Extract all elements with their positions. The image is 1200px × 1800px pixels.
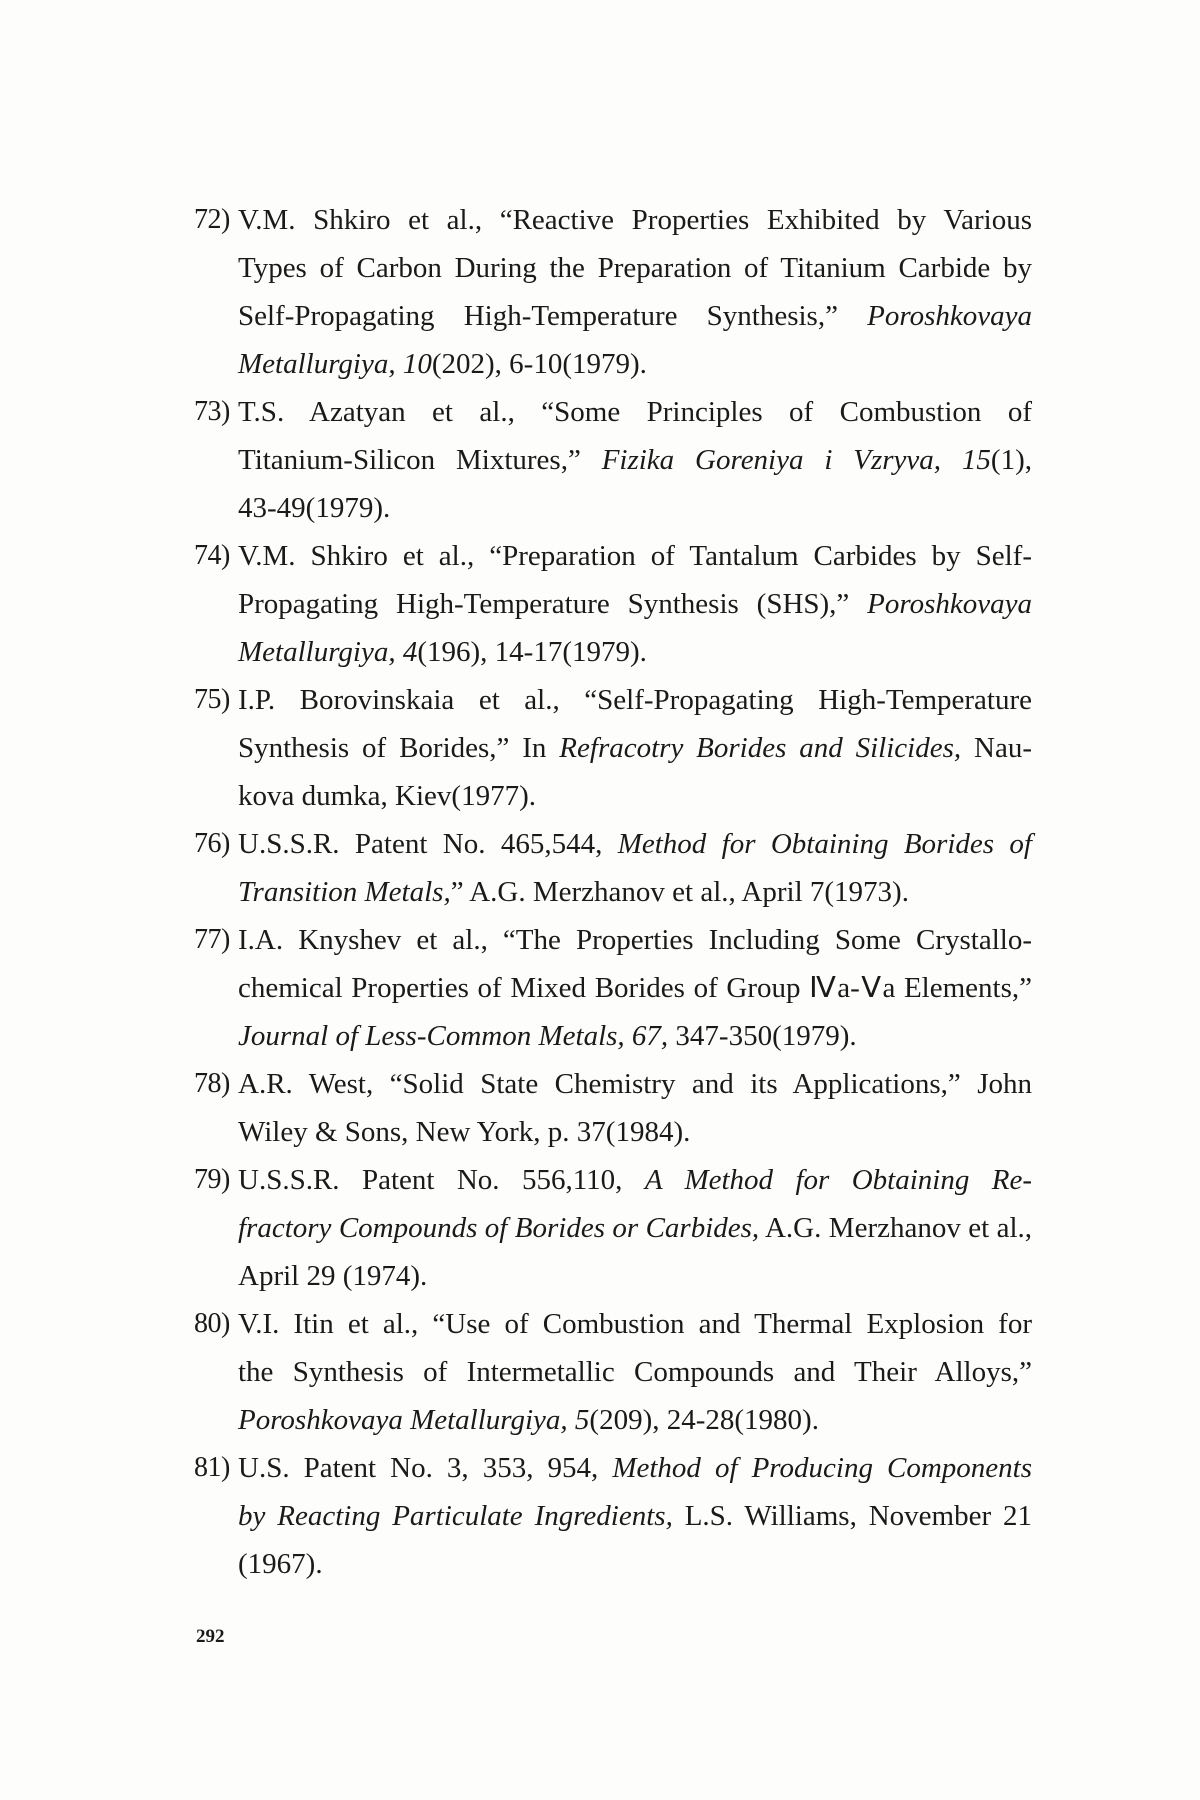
reference-text: (196), 14-17(1979). — [417, 636, 647, 668]
reference-text: A.G. Merzhanov et al., — [759, 1212, 1033, 1244]
italic-title-text: Refracotry Borides and Silicides, — [559, 732, 962, 764]
reference-line — [238, 916, 1032, 964]
italic-title-text: Poroshkovaya — [867, 588, 1032, 620]
reference-item — [194, 676, 1032, 820]
italic-title-text: Metallurgiya, 10 — [238, 348, 432, 380]
reference-text: the Synthesis of Intermetallic Compounds and Their Alloys,” — [238, 1356, 1032, 1388]
reference-text: (209), 24-28(1980). — [589, 1404, 819, 1436]
reference-line — [238, 580, 1032, 628]
italic-title-text: Metallurgiya, 4 — [238, 636, 418, 668]
reference-line — [238, 388, 1032, 436]
reference-number: 80) — [194, 1308, 230, 1339]
italic-title-text: Method of Producing Components — [612, 1452, 1033, 1484]
reference-line — [238, 1348, 1032, 1396]
reference-line — [238, 436, 1032, 484]
reference-number: 77) — [194, 924, 230, 955]
reference-text: Types of Carbon During the Preparation of Titanium Carbide by — [238, 252, 1032, 284]
reference-line — [238, 1492, 1032, 1540]
reference-text: T.S. Azatyan et al., “Some Principles of Combustion of — [238, 396, 1032, 428]
reference-line — [238, 820, 1032, 868]
reference-line — [238, 676, 1032, 724]
reference-text: April 29 (1974). — [238, 1260, 428, 1292]
italic-title-text: A Method for Obtaining Re- — [644, 1164, 1032, 1196]
italic-title-text: Poroshkovaya — [867, 300, 1032, 332]
reference-item — [194, 820, 1032, 916]
reference-number: 75) — [194, 684, 230, 715]
italic-title-text: Journal of Less-Common Metals, 67, — [238, 1020, 669, 1052]
reference-number: 78) — [194, 1068, 230, 1099]
italic-title-text: Method for Obtaining Borides of — [617, 828, 1032, 860]
reference-number: 73) — [194, 396, 230, 427]
reference-text: 347-350(1979). — [668, 1020, 857, 1052]
reference-text: V.M. Shkiro et al., “Preparation of Tantalum Carbides by Self- — [238, 540, 1032, 572]
reference-number: 76) — [194, 828, 230, 859]
reference-line — [238, 340, 1032, 388]
reference-text: V.I. Itin et al., “Use of Combustion and Thermal Explosion for — [238, 1308, 1032, 1340]
reference-line — [238, 868, 1032, 916]
reference-line — [238, 1300, 1032, 1348]
reference-text: Titanium-Silicon Mixtures,” — [238, 444, 602, 476]
reference-text: L.S. Williams, November 21 — [672, 1500, 1032, 1532]
reference-text: Propagating High-Temperature Synthesis (SHS),” — [238, 588, 868, 620]
page-number: 292 — [196, 1626, 225, 1647]
reference-item — [194, 388, 1032, 532]
reference-line — [238, 1156, 1032, 1204]
reference-item — [194, 196, 1032, 388]
reference-text: (1), — [990, 444, 1032, 476]
reference-text: Nau- — [961, 732, 1032, 764]
reference-line — [238, 292, 1032, 340]
reference-line — [238, 1108, 1032, 1156]
italic-title-text: fractory Compounds of Borides or Carbides, — [238, 1212, 760, 1244]
reference-number: 74) — [194, 540, 230, 571]
reference-line — [238, 244, 1032, 292]
reference-line — [238, 964, 1032, 1012]
italic-title-text: Poroshkovaya Metallurgiya, 5 — [238, 1404, 590, 1436]
reference-text: (202), 6-10(1979). — [431, 348, 647, 380]
reference-line — [238, 196, 1032, 244]
reference-text: ” A.G. Merzhanov et al., April 7(1973). — [450, 876, 909, 908]
reference-item — [194, 1060, 1032, 1156]
reference-text: kova dumka, Kiev(1977). — [238, 780, 536, 812]
reference-number: 79) — [194, 1164, 230, 1195]
italic-title-text: Fizika Goreniya i Vzryva, 15 — [601, 444, 991, 476]
reference-text: Synthesis of Borides,” In — [238, 732, 560, 764]
reference-line — [238, 772, 1032, 820]
reference-text: V.M. Shkiro et al., “Reactive Properties Exhibited by Various — [238, 204, 1032, 236]
reference-line — [238, 628, 1032, 676]
reference-text: U.S. Patent No. 3, 353, 954, — [238, 1452, 613, 1484]
reference-text: chemical Properties of Mixed Borides of Group Ⅳa-Ⅴa Elements,” — [238, 972, 1032, 1004]
reference-line — [238, 1060, 1032, 1108]
reference-text: U.S.S.R. Patent No. 556,110, — [238, 1164, 645, 1196]
reference-item — [194, 916, 1032, 1060]
reference-item — [194, 1300, 1032, 1444]
reference-number: 72) — [194, 204, 230, 235]
reference-line — [238, 1012, 1032, 1060]
reference-line — [238, 1540, 1032, 1588]
reference-text: U.S.S.R. Patent No. 465,544, — [238, 828, 618, 860]
reference-list — [194, 196, 1032, 1588]
reference-item — [194, 1444, 1032, 1588]
reference-line — [238, 484, 1032, 532]
reference-line — [238, 532, 1032, 580]
reference-line — [238, 1252, 1032, 1300]
reference-text: (1967). — [238, 1548, 323, 1580]
reference-text: Self-Propagating High-Temperature Synthesis,” — [238, 300, 868, 332]
italic-title-text: Transition Metals, — [238, 876, 451, 908]
reference-text: 43-49(1979). — [238, 492, 391, 524]
reference-item — [194, 1156, 1032, 1300]
italic-title-text: by Reacting Particulate Ingredients, — [238, 1500, 673, 1532]
reference-text: A.R. West, “Solid State Chemistry and its Applications,” John — [238, 1068, 1032, 1100]
reference-text: I.A. Knyshev et al., “The Properties Including Some Crystallo- — [238, 924, 1032, 956]
reference-text: Wiley & Sons, New York, p. 37(1984). — [238, 1116, 691, 1148]
reference-item — [194, 532, 1032, 676]
reference-line — [238, 724, 1032, 772]
reference-text: I.P. Borovinskaia et al., “Self-Propagating High-Temperature — [238, 684, 1032, 716]
reference-line — [238, 1396, 1032, 1444]
reference-number: 81) — [194, 1452, 230, 1483]
reference-line — [238, 1444, 1032, 1492]
reference-line — [238, 1204, 1032, 1252]
